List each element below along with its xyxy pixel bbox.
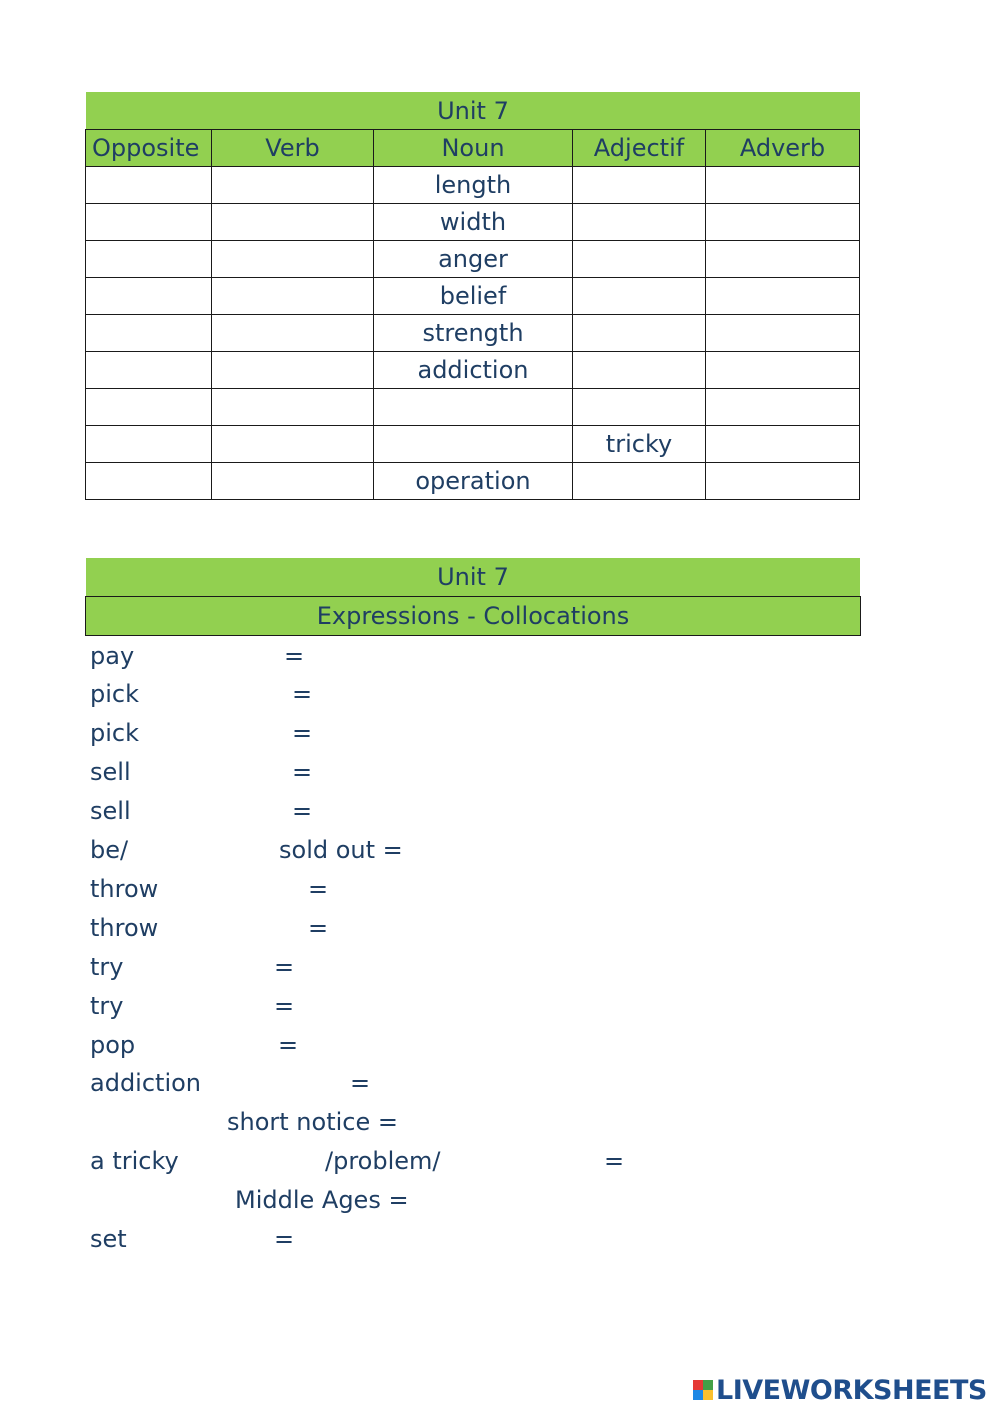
cell-opposite[interactable] bbox=[86, 463, 212, 500]
line-12-word: addiction bbox=[90, 1069, 202, 1097]
header-adjectif: Adjectif bbox=[573, 130, 706, 167]
header-opposite: Opposite bbox=[86, 130, 212, 167]
line-6-phrase: sold out = bbox=[279, 836, 403, 864]
cell-verb[interactable] bbox=[212, 278, 374, 315]
cell-verb[interactable] bbox=[212, 315, 374, 352]
liveworksheets-logo bbox=[693, 1375, 987, 1405]
line-10-word: try bbox=[90, 992, 124, 1020]
cell-adjectif[interactable] bbox=[573, 204, 706, 241]
cell-adjectif[interactable] bbox=[573, 167, 706, 204]
cell-opposite[interactable] bbox=[86, 352, 212, 389]
table-row bbox=[86, 278, 860, 315]
cell-adjectif: tricky bbox=[573, 426, 706, 463]
table2-subtitle: Expressions - Collocations bbox=[85, 596, 861, 636]
cell-opposite[interactable] bbox=[86, 167, 212, 204]
cell-adverb[interactable] bbox=[706, 167, 860, 204]
cell-noun[interactable] bbox=[374, 426, 573, 463]
line-16-word: set bbox=[90, 1225, 127, 1253]
header-adverb: Adverb bbox=[706, 130, 860, 167]
cell-adverb[interactable] bbox=[706, 389, 860, 426]
line-14-equals: = bbox=[604, 1147, 625, 1175]
table-row bbox=[86, 389, 860, 426]
table-row bbox=[86, 167, 860, 204]
line-9-word: try bbox=[90, 953, 124, 981]
header-noun: Noun bbox=[374, 130, 573, 167]
line-4-word: sell bbox=[90, 758, 131, 786]
table2-title: Unit 7 bbox=[86, 558, 860, 596]
table-row bbox=[86, 426, 860, 463]
line-15-phrase: Middle Ages = bbox=[235, 1186, 409, 1214]
cell-opposite[interactable] bbox=[86, 315, 212, 352]
cell-adverb[interactable] bbox=[706, 278, 860, 315]
line-2-word: pick bbox=[90, 680, 139, 708]
cell-verb[interactable] bbox=[212, 241, 374, 278]
cell-noun: width bbox=[374, 204, 573, 241]
line-3-equals: = bbox=[292, 719, 313, 747]
header-verb: Verb bbox=[212, 130, 374, 167]
logo-square-red bbox=[693, 1380, 703, 1390]
line-5-equals: = bbox=[292, 797, 313, 825]
line-14-word: a tricky bbox=[90, 1147, 179, 1175]
table-row bbox=[86, 463, 860, 500]
cell-adjectif[interactable] bbox=[573, 241, 706, 278]
cell-adjectif[interactable] bbox=[573, 463, 706, 500]
cell-noun: belief bbox=[374, 278, 573, 315]
cell-noun[interactable] bbox=[374, 389, 573, 426]
line-13-phrase: short notice = bbox=[227, 1108, 398, 1136]
cell-verb[interactable] bbox=[212, 167, 374, 204]
line-7-equals: = bbox=[308, 875, 329, 903]
table-row bbox=[86, 241, 860, 278]
line-11-equals: = bbox=[278, 1031, 299, 1059]
table-row bbox=[86, 204, 860, 241]
header-row bbox=[86, 130, 860, 167]
cell-noun: length bbox=[374, 167, 573, 204]
cell-verb[interactable] bbox=[212, 204, 374, 241]
logo-wordmark: LIVEWORKSHEETS bbox=[716, 1374, 987, 1406]
cell-adverb[interactable] bbox=[706, 463, 860, 500]
line-1-word: pay bbox=[90, 642, 135, 670]
cell-adverb[interactable] bbox=[706, 352, 860, 389]
table-row bbox=[86, 315, 860, 352]
table-row bbox=[86, 352, 860, 389]
cell-verb[interactable] bbox=[212, 389, 374, 426]
cell-verb[interactable] bbox=[212, 463, 374, 500]
cell-opposite[interactable] bbox=[86, 278, 212, 315]
cell-noun: anger bbox=[374, 241, 573, 278]
line-2-equals: = bbox=[292, 680, 313, 708]
cell-adjectif[interactable] bbox=[573, 278, 706, 315]
cell-noun: operation bbox=[374, 463, 573, 500]
logo-square-yellow bbox=[703, 1390, 713, 1400]
cell-adverb[interactable] bbox=[706, 426, 860, 463]
cell-verb[interactable] bbox=[212, 352, 374, 389]
line-11-word: pop bbox=[90, 1031, 136, 1059]
line-8-word: throw bbox=[90, 914, 159, 942]
cell-opposite[interactable] bbox=[86, 426, 212, 463]
line-5-word: sell bbox=[90, 797, 131, 825]
logo-square-blue bbox=[693, 1390, 703, 1400]
line-1-equals: = bbox=[284, 642, 305, 670]
cell-adverb[interactable] bbox=[706, 315, 860, 352]
word-formation-table bbox=[85, 129, 860, 500]
liveworksheets-logo-icon bbox=[693, 1380, 713, 1400]
cell-noun: strength bbox=[374, 315, 573, 352]
cell-opposite[interactable] bbox=[86, 241, 212, 278]
cell-noun: addiction bbox=[374, 352, 573, 389]
line-10-equals: = bbox=[274, 992, 295, 1020]
cell-adjectif[interactable] bbox=[573, 389, 706, 426]
logo-square-green bbox=[703, 1380, 713, 1390]
line-14-phrase: /problem/ bbox=[325, 1147, 441, 1175]
cell-adverb[interactable] bbox=[706, 204, 860, 241]
line-7-word: throw bbox=[90, 875, 159, 903]
cell-adverb[interactable] bbox=[706, 241, 860, 278]
table1-title: Unit 7 bbox=[86, 92, 860, 130]
line-12-equals: = bbox=[350, 1069, 371, 1097]
line-9-equals: = bbox=[274, 953, 295, 981]
cell-opposite[interactable] bbox=[86, 204, 212, 241]
line-16-equals: = bbox=[274, 1225, 295, 1253]
cell-opposite[interactable] bbox=[86, 389, 212, 426]
line-6-word: be/ bbox=[90, 836, 129, 864]
line-4-equals: = bbox=[292, 758, 313, 786]
line-3-word: pick bbox=[90, 719, 139, 747]
cell-adjectif[interactable] bbox=[573, 315, 706, 352]
cell-adjectif[interactable] bbox=[573, 352, 706, 389]
cell-verb[interactable] bbox=[212, 426, 374, 463]
line-8-equals: = bbox=[308, 914, 329, 942]
